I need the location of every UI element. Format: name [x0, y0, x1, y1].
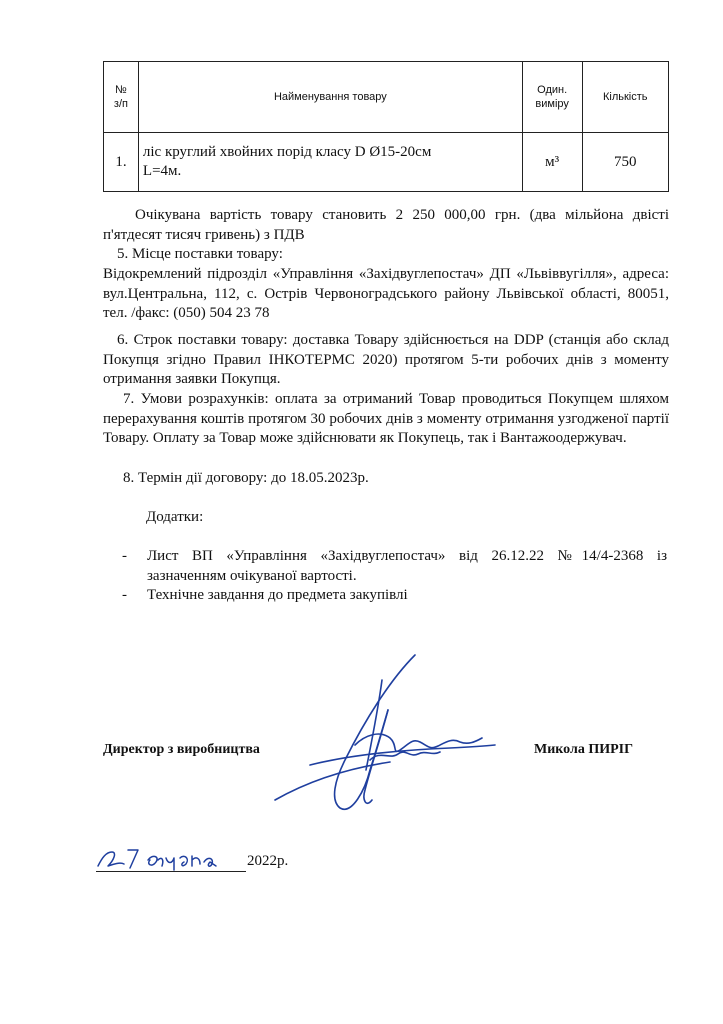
header-unit: Один. виміру [522, 62, 582, 133]
term-paragraph: 8. Термін дії договору: до 18.05.2023р. [123, 470, 369, 486]
annex-dash: - [122, 548, 127, 564]
table-header-row [104, 62, 669, 133]
row-qty: 750 [582, 133, 668, 192]
date-year: 2022р. [247, 853, 289, 869]
table-row [104, 133, 669, 192]
signer-position: Директор з виробництва [103, 742, 260, 757]
signer-name: Микола ПИРІГ [534, 742, 634, 757]
handwritten-signature [270, 650, 500, 820]
date-underline [96, 851, 246, 872]
list-item [122, 547, 667, 586]
header-num: № з/п [104, 62, 139, 133]
row-name-line1: ліс круглий хвойних порід класу D Ø15-20см [142, 144, 432, 160]
row-name-line2: L=4м. [142, 163, 182, 179]
header-name: Найменування товару [138, 62, 522, 133]
row-num: 1. [104, 133, 139, 192]
delivery-paragraph: 6. Строк поставки товару: доставка Товару здійснюється на DDP (станція або склад Покупця згідно Правил ІНКОТЕРМС 2020) протягом 5-ти робочих днів з моменту отримання заявки Покупця. [103, 332, 669, 387]
place-title: 5. Місце поставки товару: [117, 246, 283, 262]
payment-paragraph: 7. Умови розрахунків: оплата за отриманий Товар проводиться Покупцем шляхом перерахування коштів протягом 30 робочих днів з моменту отримання узгодженої партії Товару. Оплату за Товар може здійснювати як Покупець, так і Вантажоодержувач. [103, 391, 669, 446]
price-paragraph: Очікувана вартість товару становить 2 250 000,00 грн. (два мільйона двісті п'ятдесят тисяч гривень) з ПДВ [103, 207, 669, 243]
annex-text: Лист ВП «Управління «Західвуглепостач» від 26.12.22 №14/4-2368 із зазначенням очікуваної вартості. [147, 548, 667, 584]
list-item [122, 586, 667, 606]
annex-text: Технічне завдання до предмета закупівлі [147, 587, 408, 603]
annex-list [122, 547, 667, 606]
row-name [138, 133, 522, 192]
annex-dash: - [122, 587, 127, 603]
place-text: Відокремлений підрозділ «Управління «Західвуглепостач» ДП «Львіввугілля», адреса: вул.Центральна, 112, с. Острів Червоноградського району Львівської області, 80051, тел. /факс: (050) 504 23 78 [103, 266, 669, 321]
header-qty: Кількість [582, 62, 668, 133]
row-unit: м³ [522, 133, 582, 192]
annex-title: Додатки: [146, 509, 204, 525]
goods-table [103, 61, 669, 192]
